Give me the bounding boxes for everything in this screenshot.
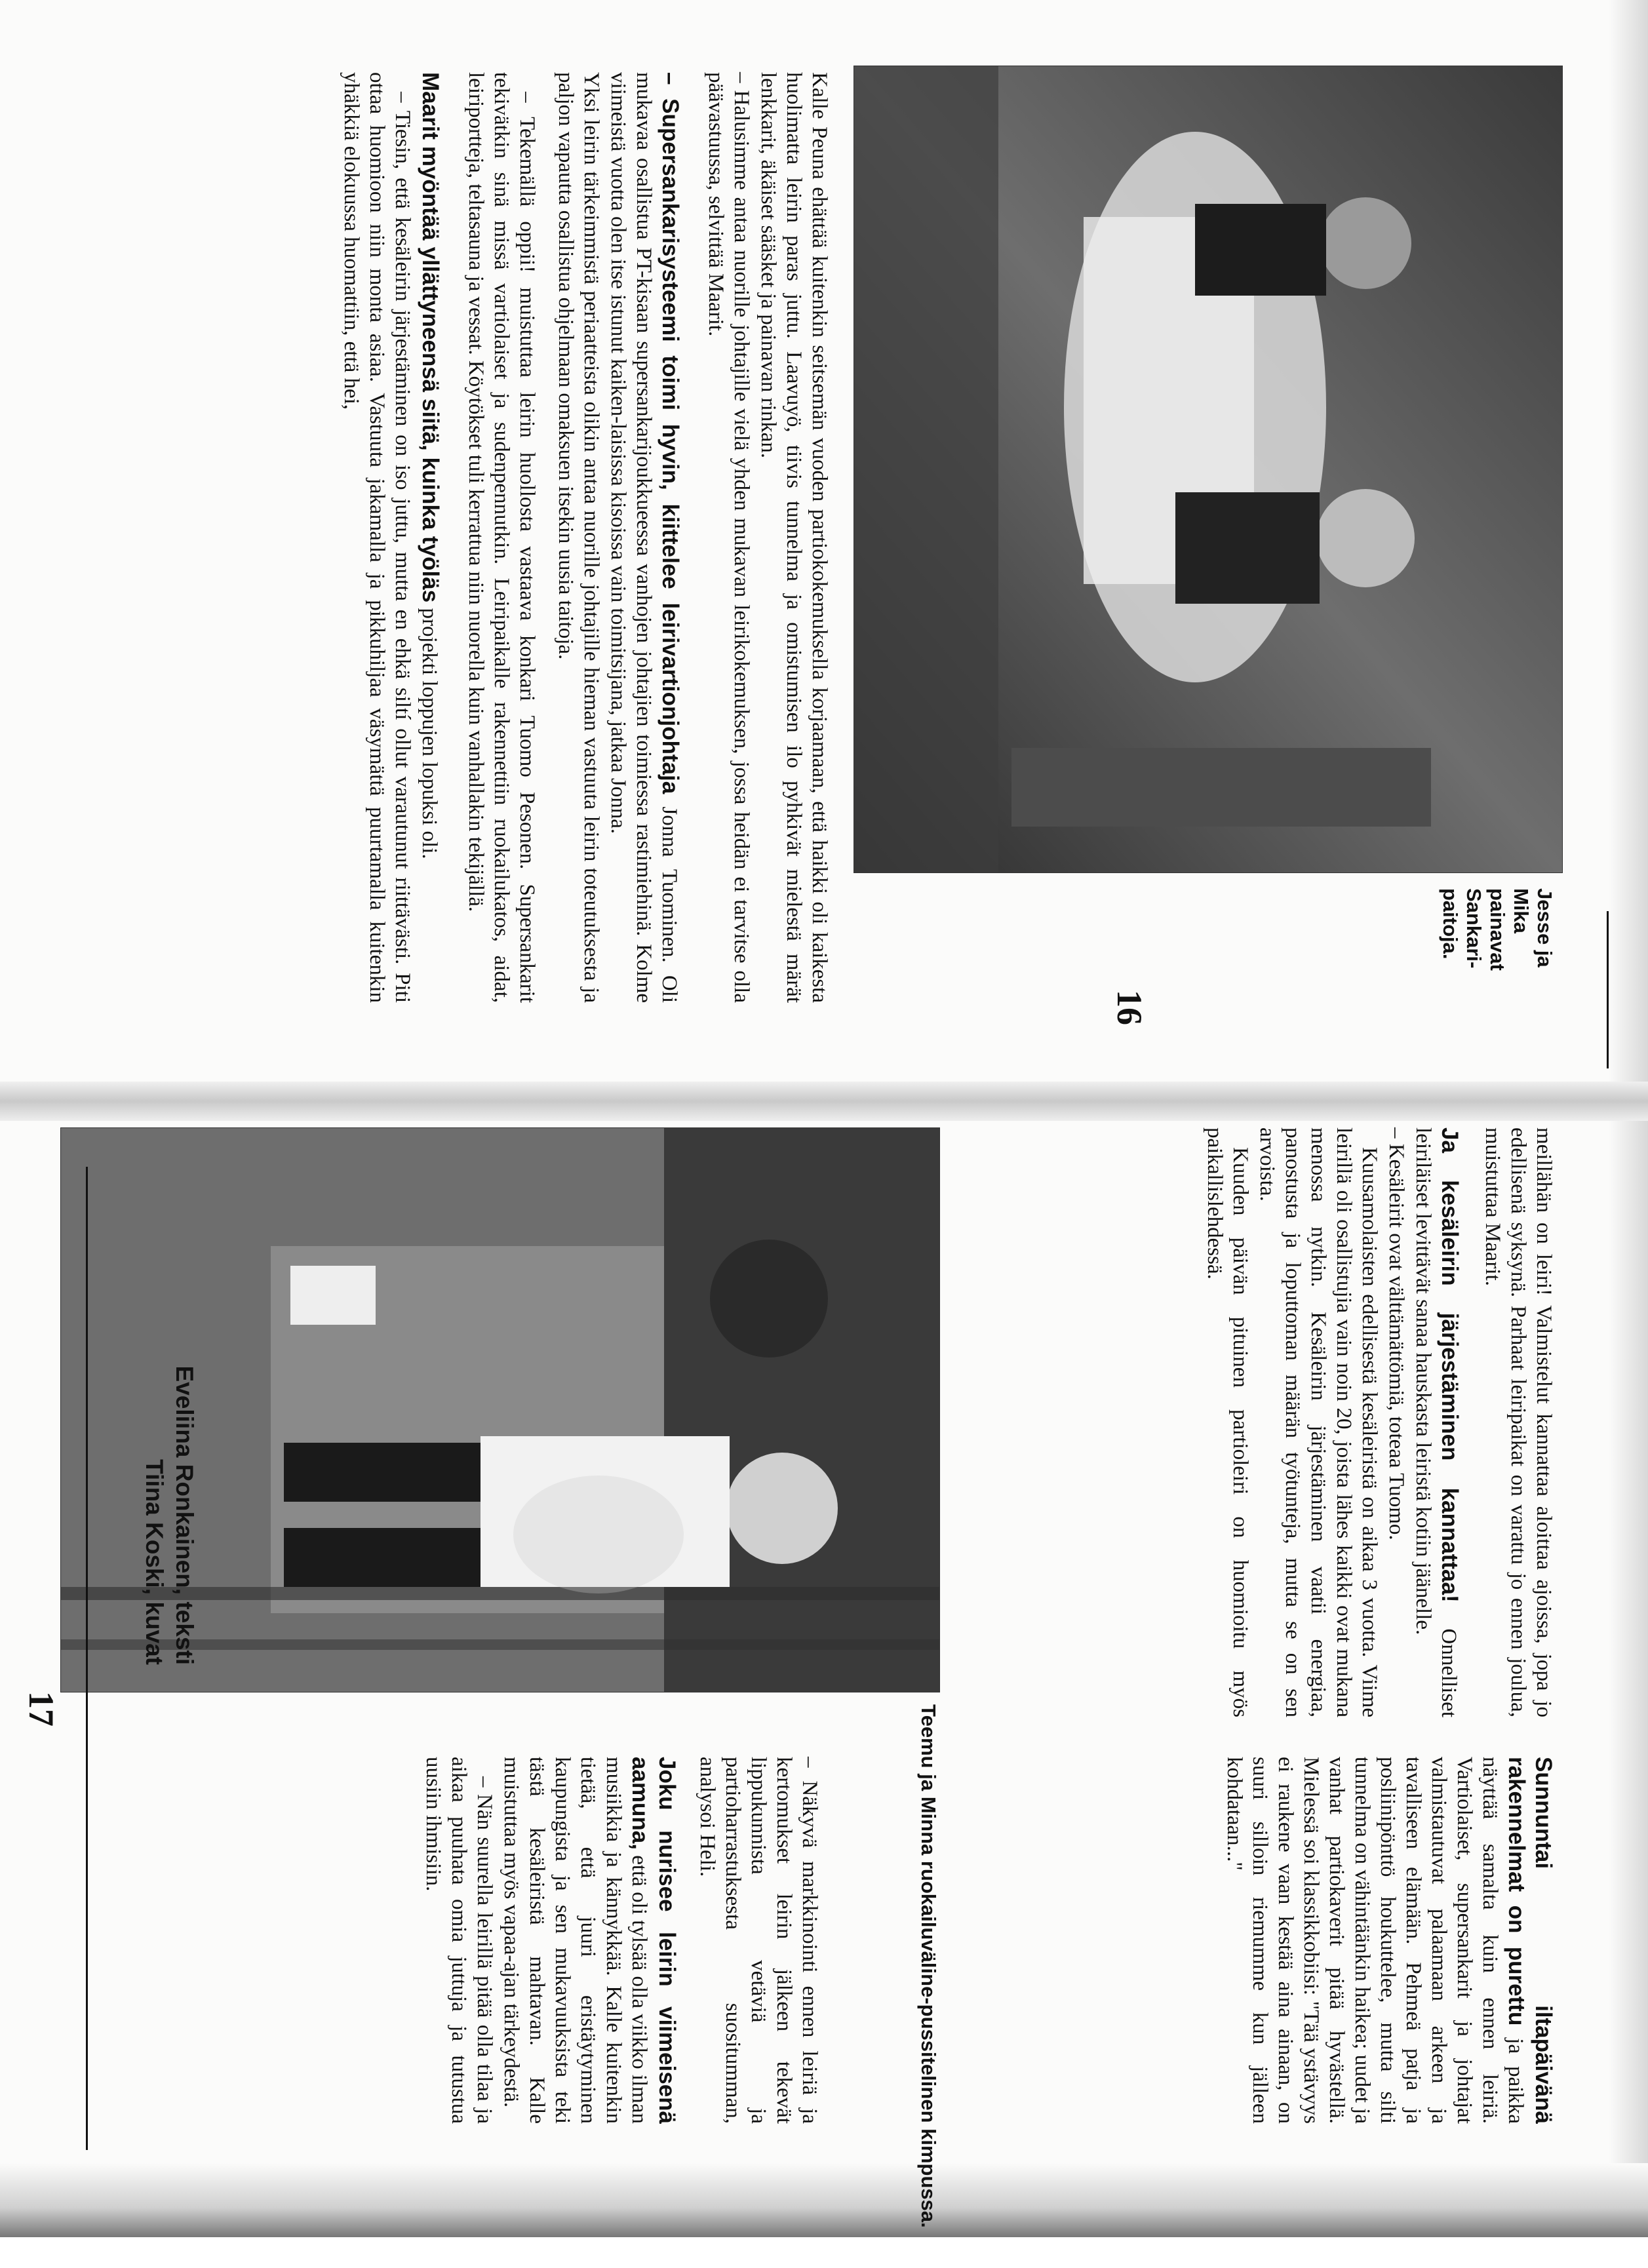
section1-quote: – Tekemällä oppii! muistuttaa leirin huollosta vastaava konkari Tuomo Pesonen. Supersankarit tekivätkin sinä missä vartiolaiset ja sudenpennutkin. Leiripaikalle rakennettiin ruokailukatos, aidat, leiriportteja, teltasauna ja vessat. Köytökset tuli kerrattua niin nuorella kuin vanhallakin tekijällä. <box>464 72 539 1003</box>
section1-heading: – Supersankarisysteemi toimi hyvin, kiittelee leirivartionjohtaja <box>657 72 683 794</box>
photo-caption-shirts: Jesse ja Mika painavat Sankari-paitoja. <box>1439 888 1556 971</box>
col-b-heading: Sunnuntai iltapäivänä rakennelmat on purettu <box>1504 1757 1556 2124</box>
col-c-text: Onnelliset leiriläiset levittävät sanaa hauskasta leiristä kotiin jäänelle. <box>1411 1127 1461 1718</box>
article-credits <box>139 1127 199 1665</box>
page-16 <box>0 0 1648 1101</box>
credit-photo-author: Tiina Koski, kuvat <box>141 1459 168 1665</box>
page16-text-column <box>337 72 832 1003</box>
col-b-text: ja paikka näyttää samalta kuin ennen leiriä. Vartiolaiset, supersankarit ja johtajat valmistautuvat palaamaan arkeen ja tavalliseen elämään. Pehmeä patja ja posliinipönttö houkuttelee, mutta silti tunnelma on vähintäänkin haikea; uudet ja vanhat partiokaverit pitää hyvästellä. Mielessä soi klassikkobiisi: "Tää ystävyys ei raukene vaan kestää aina ainaan, on suuri silloin riemumme kun jälleen kohdataan..." <box>1223 1757 1527 2124</box>
col-a-intro: – Näkyvä markkinointi ennen leiriä ja kertomukset leirin jälkeen tekevät lippukunnista vetäviä ja partioharrastuksesta suositumman, analysoi Heli. <box>696 1757 821 2124</box>
photo-caption-cutlery: Teemu ja Minna ruokailuväline-pussitelinen kimpussa. <box>917 1704 940 2228</box>
page17-column-b <box>1220 1757 1556 2124</box>
credit-text-author: Eveliina Ronkainen, teksti <box>171 1365 198 1665</box>
section2-quote: – Tiesin, että kesäleirin järjestäminen on iso juttu, mutta en ehkä siltí ollut varautunut riittävästi. Piti ottaa huomioon niin monta asiaa. Vastuuta jakamalla ja pikkuhiljaa väsymättä puurtamalla kuitenkin yhäkkiä elokuussa huomattiin, että hei, <box>340 72 414 1003</box>
section1-paragraph <box>605 72 683 1003</box>
col-c-intro: meillähän on leiri! Valmistelut kannattaa aloittaa ajoissa, jopa jo edellisenä syksynä. Parhaat leiripaikat on varattu jo ennen joulua, muistuttaa Maarit. <box>1481 1127 1556 1717</box>
col-c-paragraph-2: Kuusamolaisten edellisestä kesäleiristä on aikaa 3 vuotta. Viime leirillä oli osallistujia vain noin 20, joista lähes kaikki ovat mukana menossa nytkin. Kesäleirin järjestäminen vaatii energiaa, panostusta ja loputtoman määrän työtunteja, mutta se on sen arvoista. <box>1255 1127 1381 1717</box>
page17-footer-rule <box>86 1167 88 2150</box>
col-a-section <box>498 1757 680 2124</box>
col-a-quote: – Nän suurella leirillä pitää olla tilaa ja aikaa puuhata omia juttuja ja tutustua uusiin ihmisiin. <box>422 1757 496 2124</box>
col-a-heading: Joku nurisee leirin viimeisenä aamuna, <box>627 1757 680 2124</box>
page17-column-c <box>1200 1127 1556 1717</box>
page-number-17: 17 <box>22 1691 61 1727</box>
page16-footer-rule <box>1607 911 1609 1068</box>
intro-paragraph-2: – Halusimme antaa nuorille johtajille vielä yhden mukavan leirikokemuksen, jossa heidän ei tarvitse olla päävastuussa, selvittää Maarit. <box>704 72 753 1003</box>
col-c-heading: Ja kesäleirin järjestäminen kannattaa! <box>1437 1127 1462 1603</box>
photo-shirt-painting <box>853 66 1563 873</box>
col-c-quote: – Kesäleirit ovat välttämättömiä, toteaa Tuomo. <box>1384 1127 1408 1540</box>
col-c-paragraph-3: Kuuden päivän pituinen partioleiri on huomioitu myös paikallislehdessä. <box>1203 1127 1252 1717</box>
section2-paragraph <box>416 72 443 1003</box>
section1-text: Jonna Tuominen. Oli mukavaa osallistua PT-kisaan supersankarijoukkueessa vanhojen johtajien toimiessa rastimiehinä. Kolme viimeistä vuotta olen itse istunut kaiken-laisissa kisoissa vain toimitsijana, jatkaa Jonna. <box>606 72 681 1004</box>
section2-heading: Maarit myöntää yllättyneensä siitä, kuinka työläs <box>418 72 443 603</box>
section2-text: projekti loppujen lopuksi oli. <box>418 608 441 859</box>
intro-paragraph-1: Kalle Peuna ehättää kuitenkin seitsemän vuoden partiokokemuksella korjaamaan, että haikki oli kaikesta huolimatta leirin paras juttu. Laavuyö, tiivis tunnelma ja omistumisen ilo pyhkivät mielestä märät lenkkarit, äkäiset sääsket ja painavan rinkan. <box>756 72 831 1003</box>
page17-column-a <box>419 1757 822 2124</box>
col-b-section <box>1221 1757 1556 2124</box>
section1-paragraph-2: Yksi leirin tärkeimmistä periaatteista olikin antaa nuorille johtajille hieman vastuuta leirin toteutuksesta ja paljon vapautta osallistua ohjelmaan omaksuen itsekin uusia taitoja. <box>554 72 603 1003</box>
photo-shirt-painting-image <box>854 66 1562 872</box>
page-17 <box>0 1101 1648 2237</box>
col-a-text: että oli tylsää olla viikko ilman musiikkia ja kännykkää. Kalle kuitenkin tietää, että juuri eristäytyminen kaupungista ja sen mukavuuksista teki tästä kesäleiristä mahtavan. Kalle muistuttaa myös vapaa-ajan tärkeydestä. <box>500 1757 651 2124</box>
page-number-16: 16 <box>1110 990 1149 1025</box>
col-c-section <box>1410 1127 1462 1717</box>
